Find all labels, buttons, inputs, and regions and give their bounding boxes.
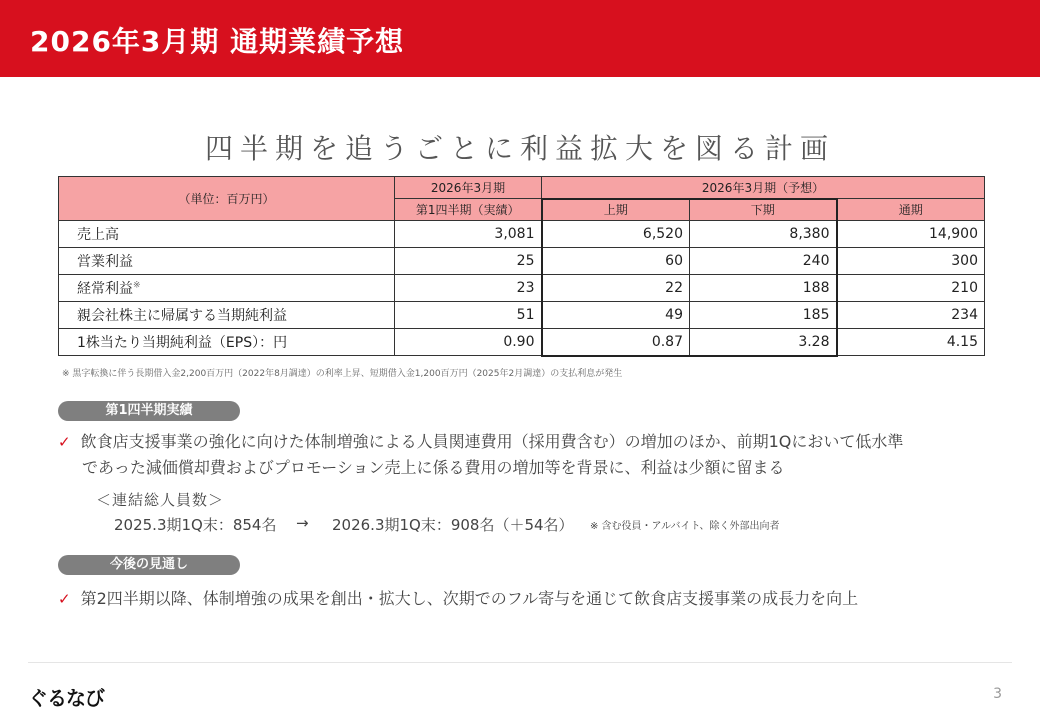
row-label: 親会社株主に帰属する当期純利益 bbox=[59, 302, 395, 329]
cell-h2: 188 bbox=[690, 275, 837, 302]
unit-label: （単位：百万円） bbox=[59, 177, 395, 221]
cell-h1: 6,520 bbox=[542, 221, 690, 248]
forecast-header: 2026年3月期（予想） bbox=[542, 177, 985, 199]
table-row bbox=[59, 221, 985, 248]
row-label: 営業利益 bbox=[59, 248, 395, 275]
slide-subtitle: 四半期を追うごとに利益拡大を図る計画 bbox=[204, 132, 835, 165]
headcount-before: 2025.3期1Q末：854名 bbox=[114, 516, 277, 534]
table-row bbox=[59, 275, 985, 302]
row-label: 1株当たり当期純利益（EPS）：円 bbox=[59, 329, 395, 356]
forecast-table bbox=[58, 176, 985, 357]
headcount-note: ※ 含む役員・アルバイト、除く外部出向者 bbox=[590, 521, 780, 532]
cell-q1: 51 bbox=[395, 302, 542, 329]
headcount-after: 2026.3期1Q末：908名（＋54名） bbox=[332, 516, 574, 534]
cell-full: 300 bbox=[837, 248, 985, 275]
cell-h2: 240 bbox=[690, 248, 837, 275]
cell-full: 210 bbox=[837, 275, 985, 302]
cell-h2: 185 bbox=[690, 302, 837, 329]
arrow-right-icon: → bbox=[296, 514, 309, 532]
headcount-label: ＜連結総人員数＞ bbox=[96, 491, 225, 509]
section-pill-outlook: 今後の見通し bbox=[58, 555, 240, 575]
row-label-note: ※ bbox=[133, 280, 141, 291]
cell-q1: 23 bbox=[395, 275, 542, 302]
cell-full: 4.15 bbox=[837, 329, 985, 356]
footer-divider bbox=[28, 662, 1012, 663]
bullet-text: 第2四半期以降、体制増強の成果を創出・拡大し、次期でのフル寄与を通じて飲食店支援事業の成長力を向上 bbox=[80, 589, 859, 608]
page-number: 3 bbox=[993, 686, 1002, 702]
row-label-text: 経常利益 bbox=[77, 281, 133, 297]
table-row bbox=[59, 248, 985, 275]
checkmark-icon: ✓ bbox=[58, 590, 71, 608]
cell-h2: 8,380 bbox=[690, 221, 837, 248]
bullet-q1-results bbox=[58, 428, 903, 456]
col-q1-year: 2026年3月期 bbox=[395, 177, 542, 199]
cell-h1: 0.87 bbox=[542, 329, 690, 356]
table-row bbox=[59, 329, 985, 356]
cell-h1: 60 bbox=[542, 248, 690, 275]
header-bar bbox=[0, 0, 1040, 77]
cell-h1: 22 bbox=[542, 275, 690, 302]
col-q1-sub: 第1四半期（実績） bbox=[395, 199, 542, 221]
cell-full: 234 bbox=[837, 302, 985, 329]
cell-full: 14,900 bbox=[837, 221, 985, 248]
bullet-text-continued: であった減価償却費およびプロモーション売上に係る費用の増加等を背景に、利益は少額に留まる bbox=[82, 458, 785, 477]
row-label: 売上高 bbox=[59, 221, 395, 248]
col-h2: 下期 bbox=[690, 199, 837, 221]
cell-h1: 49 bbox=[542, 302, 690, 329]
company-logo: ぐるなび bbox=[28, 686, 104, 710]
cell-h2: 3.28 bbox=[690, 329, 837, 356]
bullet-outlook bbox=[58, 585, 858, 613]
table-row bbox=[59, 302, 985, 329]
checkmark-icon: ✓ bbox=[58, 433, 71, 451]
cell-q1: 3,081 bbox=[395, 221, 542, 248]
page-title: 2026年3月期 通期業績予想 bbox=[30, 25, 405, 58]
cell-q1: 25 bbox=[395, 248, 542, 275]
col-h1: 上期 bbox=[542, 199, 690, 221]
row-label bbox=[59, 275, 395, 302]
table-footnote: ※ 黒字転換に伴う長期借入金2,200百万円（2022年8月調達）の利率上昇、短期借入金1,200百万円（2025年2月調達）の支払利息が発生 bbox=[62, 369, 623, 379]
col-full: 通期 bbox=[837, 199, 985, 221]
cell-q1: 0.90 bbox=[395, 329, 542, 356]
bullet-text: 飲食店支援事業の強化に向けた体制増強による人員関連費用（採用費含む）の増加のほか、前期1Qにおいて低水準 bbox=[80, 432, 904, 451]
section-pill-q1-results: 第1四半期実績 bbox=[58, 401, 240, 421]
headcount-row bbox=[114, 514, 780, 535]
